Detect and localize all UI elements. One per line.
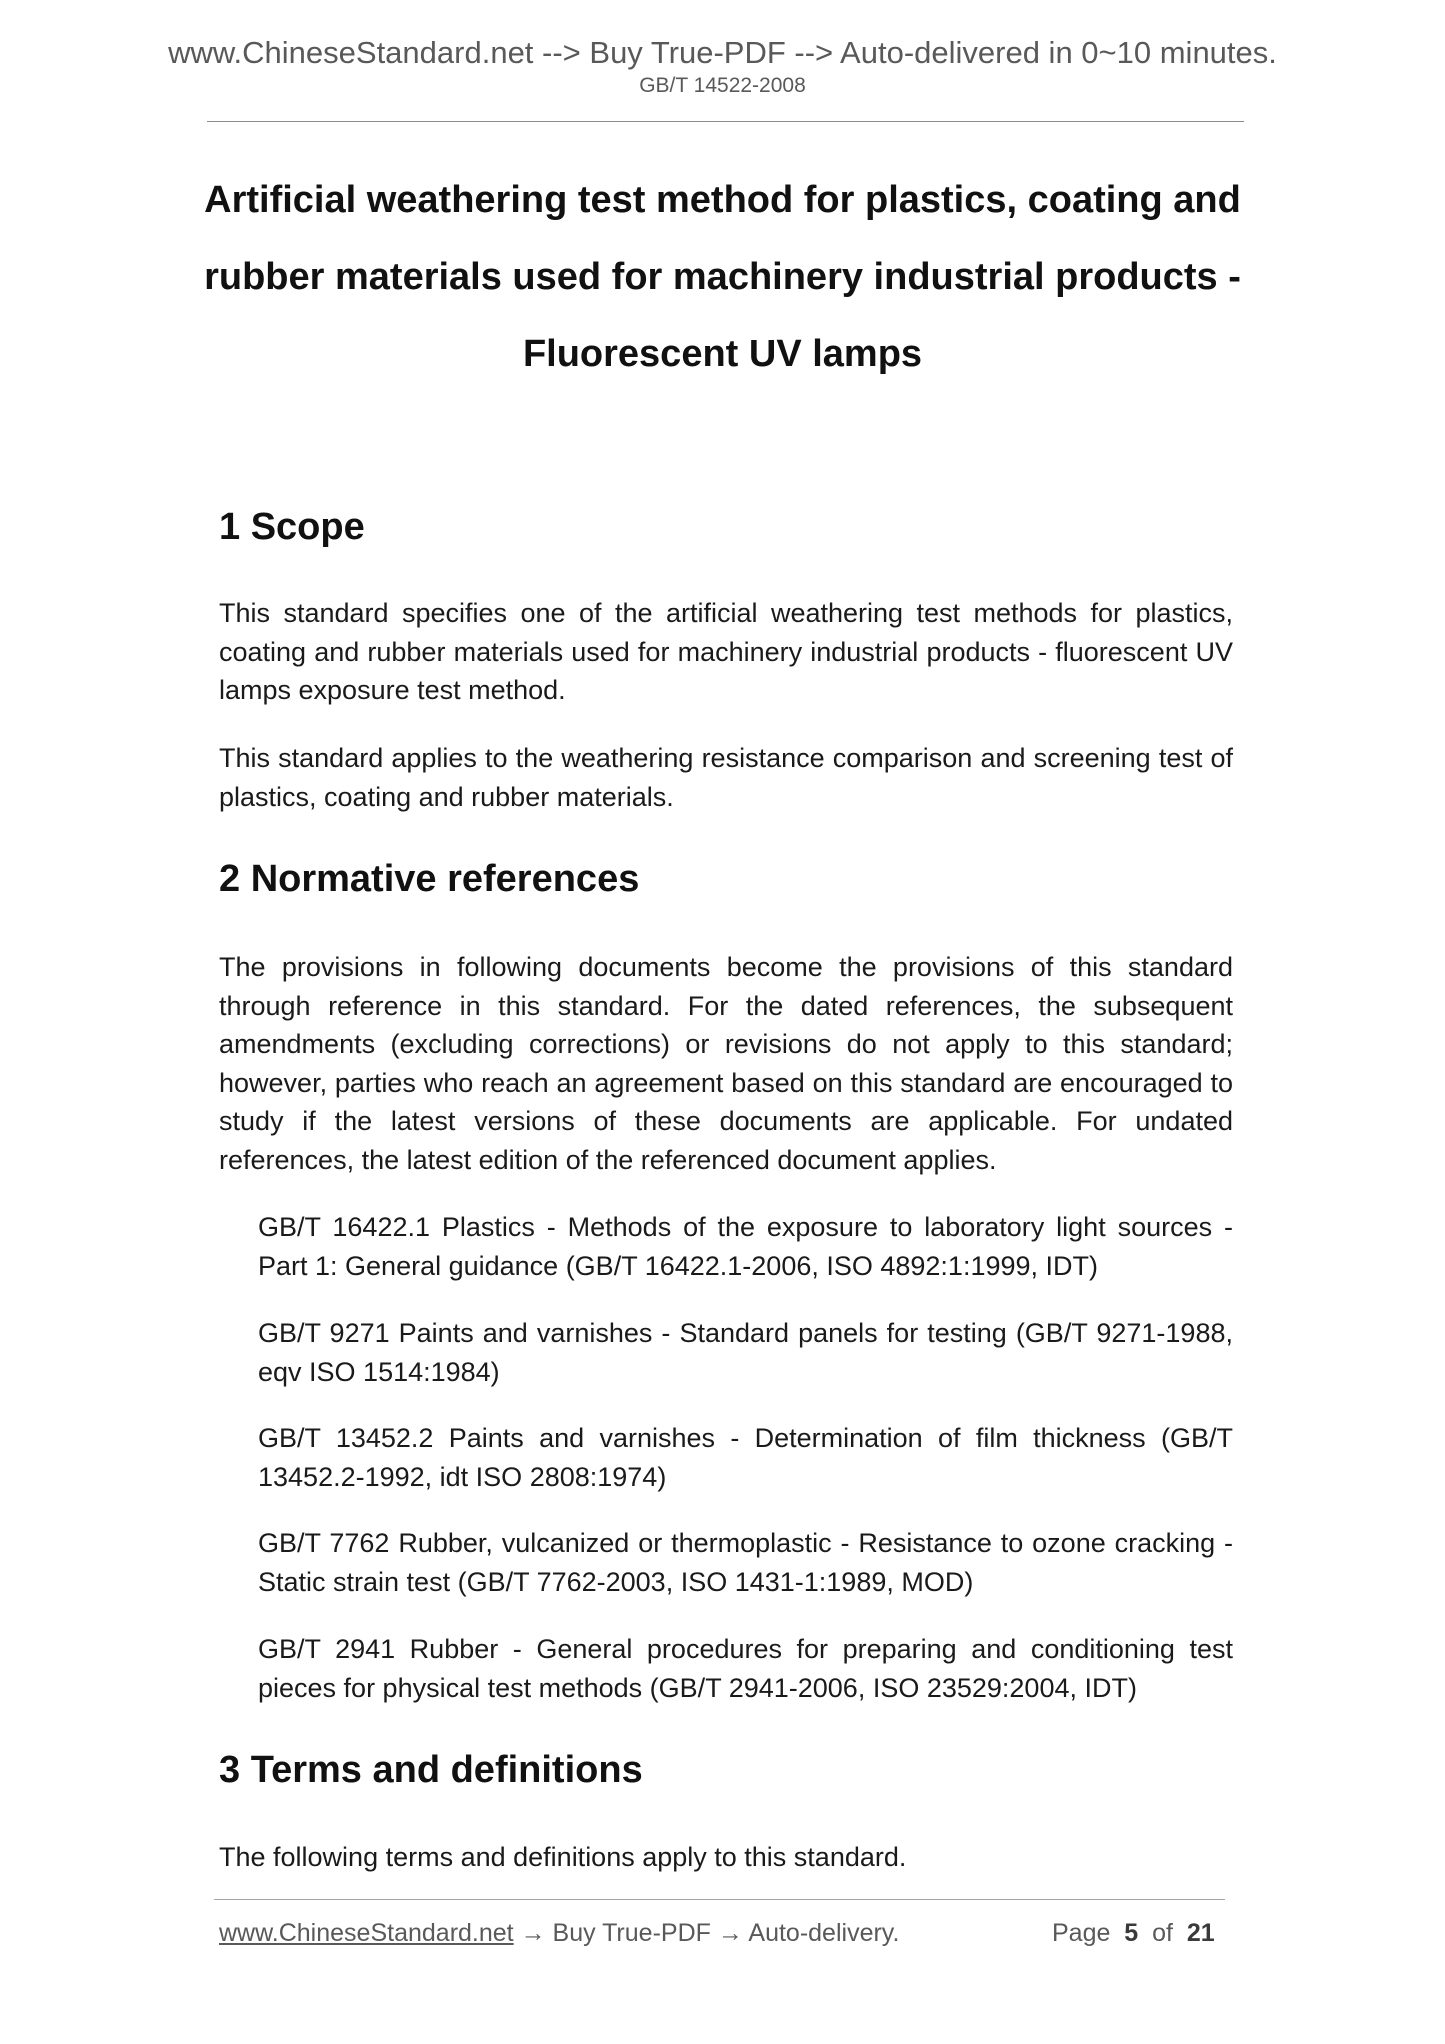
standard-code: GB/T 14522-2008 — [639, 74, 806, 97]
page-label: Page — [1052, 1919, 1111, 1947]
normative-references-intro: The provisions in following documents become the provisions of this standard through reference in this standard. For the dated references, the subsequent amendments (excluding corrections) or revisions do not apply to this standard; however, parties who reach an agreement based on this standard are encouraged to study if the latest versions of these documents are applicable. For undated references, the latest edition of the referenced document applies. — [219, 952, 1233, 1175]
document-title: Artificial weathering test method for plastics, coating and rubber materials used for machinery industrial products - Fluorescent UV lamps — [204, 179, 1241, 375]
footer-divider — [214, 1899, 1225, 1900]
total-pages: 21 — [1186, 1919, 1215, 1947]
scope-paragraph: This standard specifies one of the artificial weathering test methods for plastics, coating and rubber materials used for machinery industrial products - fluorescent UV lamps exposure test method. — [219, 598, 1233, 705]
section-heading-terms: 3 Terms and definitions — [219, 1749, 643, 1791]
section-heading-normative-references: 2 Normative references — [219, 858, 640, 900]
reference-item: GB/T 16422.1 Plastics - Methods of the exposure to laboratory light sources - Part 1: General guidance (GB/T 16422.1-2006, ISO 4892:1:1999, IDT) — [258, 1212, 1233, 1281]
reference-item: GB/T 13452.2 Paints and varnishes - Determination of film thickness (GB/T 13452.2-1992, idt ISO 2808:1974) — [258, 1423, 1233, 1492]
page-indicator — [1052, 1918, 1215, 1948]
reference-item: GB/T 2941 Rubber - General procedures for preparing and conditioning test pieces for physical test methods (GB/T 2941-2006, ISO 23529:2004, IDT) — [258, 1634, 1233, 1703]
reference-item: GB/T 7762 Rubber, vulcanized or thermoplastic - Resistance to ozone cracking - Static strain test (GB/T 7762-2003, ISO 1431-1:1989, MOD) — [258, 1528, 1233, 1597]
page-number: 5 — [1124, 1919, 1139, 1947]
of-label: of — [1152, 1919, 1173, 1947]
footer-promo — [219, 1918, 899, 1948]
site-banner[interactable]: www.ChineseStandard.net --> Buy True-PDF --> Auto-delivered in 0~10 minutes. — [168, 35, 1277, 70]
scope-paragraph: This standard applies to the weathering resistance comparison and screening test of plastics, coating and rubber materials. — [219, 743, 1233, 812]
footer-site-link[interactable]: www.ChineseStandard.net — [219, 1919, 514, 1947]
footer-promo-text: → Buy True-PDF → Auto-delivery. — [513, 1919, 900, 1947]
header-divider — [207, 121, 1244, 122]
section-heading-scope: 1 Scope — [219, 506, 365, 548]
reference-item: GB/T 9271 Paints and varnishes - Standard panels for testing (GB/T 9271-1988, eqv ISO 1514:1984) — [258, 1318, 1233, 1387]
terms-intro: The following terms and definitions apply to this standard. — [219, 1842, 907, 1872]
